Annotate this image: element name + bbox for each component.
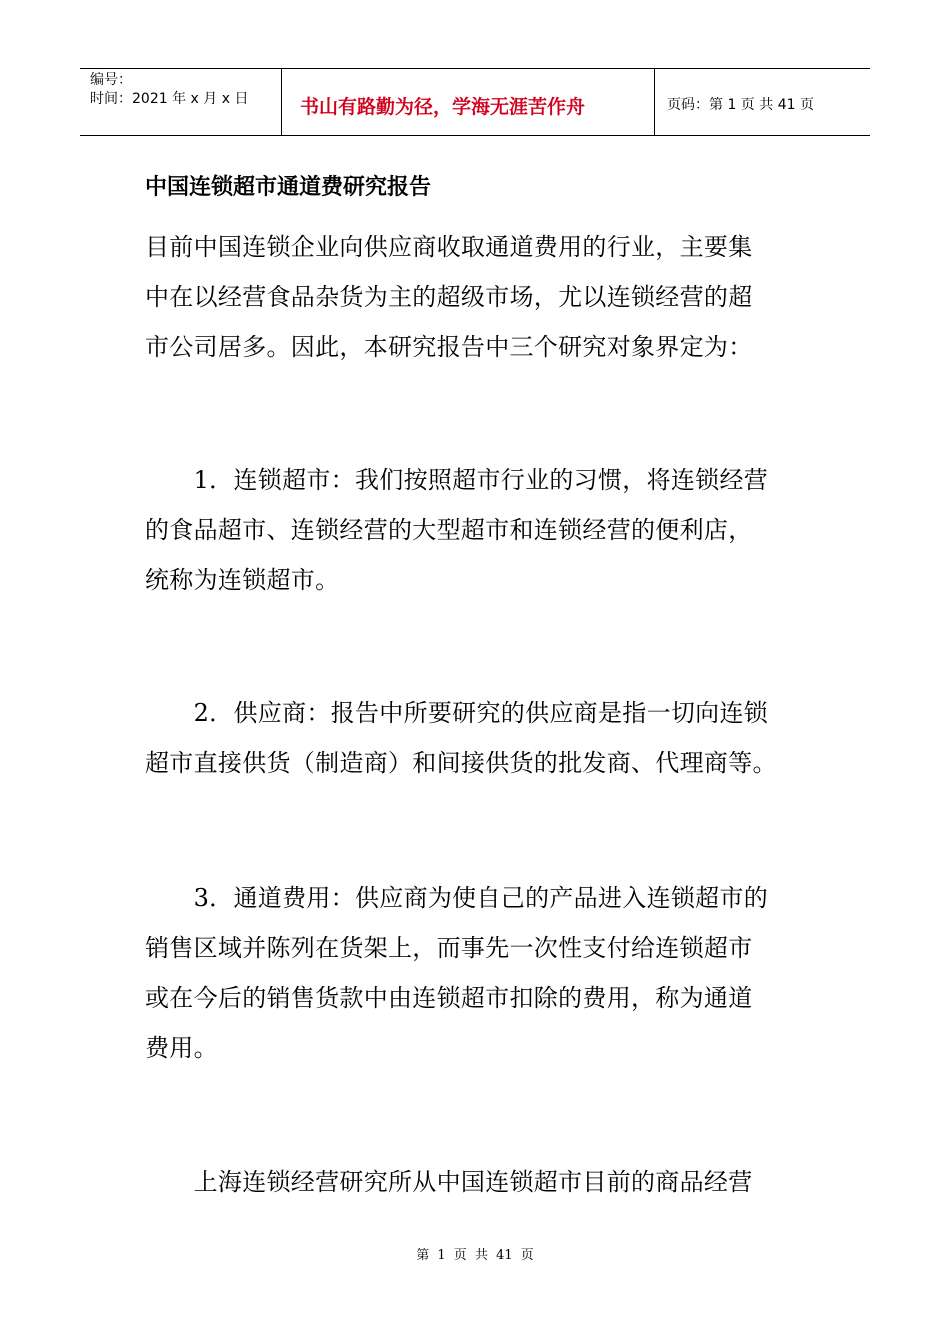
document-title: 中国连锁超市通道费研究报告 [145, 175, 432, 200]
number-label: 编号： [90, 72, 132, 88]
date-label: 时间：2021 年 x 月 x 日 [90, 91, 249, 107]
text-line: 2．供应商：报告中所要研究的供应商是指一切向连锁 [145, 699, 769, 727]
text-line: 销售区域并陈列在货架上，而事先一次性支付给连锁超市 [145, 934, 753, 962]
motto-text: 书山有路勤为径，学海无涯苦作舟 [300, 95, 586, 118]
text-line: 市公司居多。因此，本研究报告中三个研究对象界定为： [145, 333, 753, 361]
text-line: 目前中国连锁企业向供应商收取通道费用的行业，主要集 [145, 233, 753, 261]
item3-paragraph [145, 873, 810, 1073]
text-line: 统称为连锁超市。 [145, 566, 340, 594]
text-line: 费用。 [145, 1034, 218, 1062]
header-page-cell [655, 69, 870, 135]
header-meta-cell [80, 69, 282, 135]
page-header [80, 68, 870, 136]
intro-paragraph [145, 222, 810, 372]
text-line: 1．连锁超市：我们按照超市行业的习惯，将连锁经营 [145, 466, 769, 494]
text-line: 的食品超市、连锁经营的大型超市和连锁经营的便利店， [145, 516, 753, 544]
header-motto-cell [282, 69, 655, 135]
text-line: 超市直接供货（制造商）和间接供货的批发商、代理商等。 [145, 749, 777, 777]
item2-paragraph [145, 688, 810, 788]
closing-paragraph [145, 1157, 810, 1207]
text-line: 中在以经营食品杂货为主的超级市场，尤以连锁经营的超 [145, 283, 753, 311]
text-line: 3．通道费用：供应商为使自己的产品进入连锁超市的 [145, 884, 769, 912]
page-info: 页码：第 1 页 共 41 页 [667, 97, 814, 113]
page-footer: 第 1 页 共 41 页 [416, 1248, 534, 1263]
text-line: 或在今后的销售货款中由连锁超市扣除的费用，称为通道 [145, 984, 753, 1012]
item1-paragraph [145, 455, 810, 605]
text-line: 上海连锁经营研究所从中国连锁超市目前的商品经营 [145, 1168, 753, 1196]
